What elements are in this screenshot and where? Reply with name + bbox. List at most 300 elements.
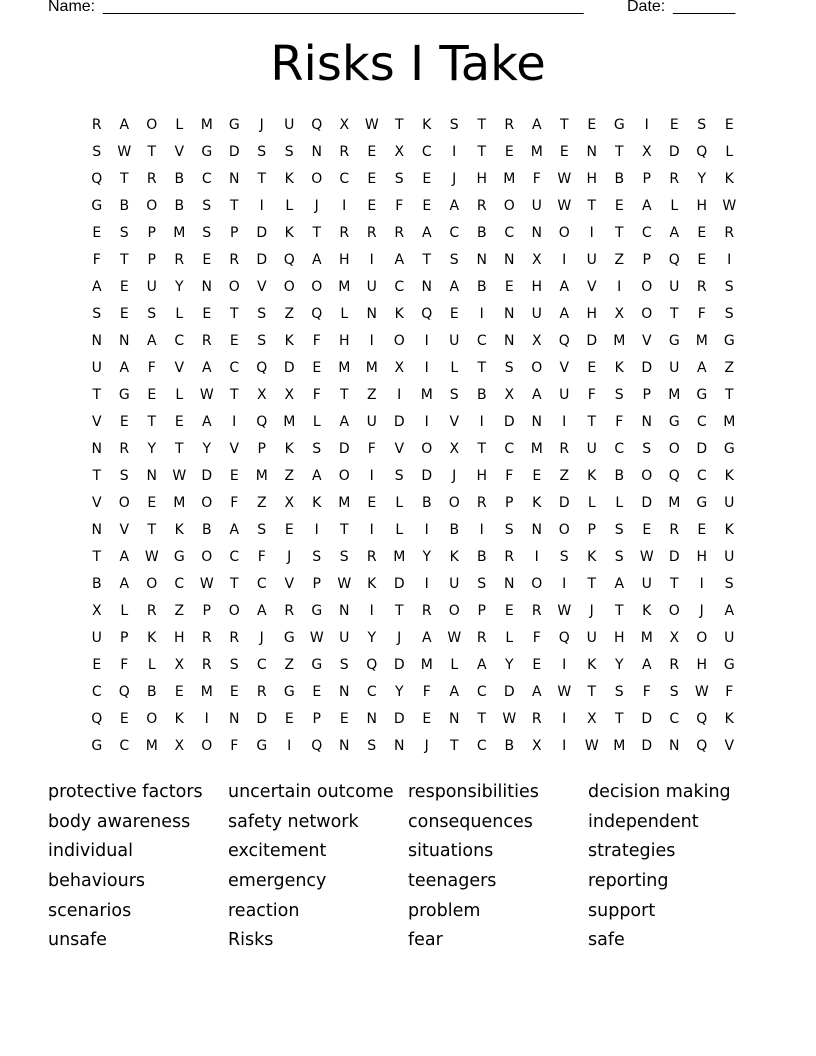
grid-letter: S xyxy=(257,522,267,538)
grid-letter: D xyxy=(586,333,598,349)
grid-letter: G xyxy=(696,495,708,511)
grid-letter: E xyxy=(312,684,322,700)
grid-letter: W xyxy=(557,684,572,700)
grid-letter: R xyxy=(696,279,707,295)
grid-letter: U xyxy=(284,117,295,133)
grid-letter: G xyxy=(723,333,735,349)
grid-letter: O xyxy=(531,576,543,592)
grid-letter: H xyxy=(338,252,350,268)
grid-letter: Z xyxy=(284,657,295,673)
grid-letter: S xyxy=(724,576,734,592)
grid-letter: E xyxy=(92,225,102,241)
grid-letter: F xyxy=(120,657,129,673)
grid-letter: E xyxy=(147,387,157,403)
word-list-item: responsibilities xyxy=(408,782,539,802)
grid-letter: T xyxy=(614,711,624,727)
grid-letter: A xyxy=(146,333,157,349)
grid-row xyxy=(83,490,743,517)
grid-letter: C xyxy=(449,225,460,241)
grid-letter: E xyxy=(92,657,102,673)
grid-letter: O xyxy=(558,522,570,538)
grid-letter: K xyxy=(614,360,624,376)
grid-letter: R xyxy=(669,657,680,673)
grid-letter: N xyxy=(229,711,240,727)
grid-letter: E xyxy=(367,495,377,511)
grid-letter: U xyxy=(339,630,350,646)
grid-letter: H xyxy=(586,171,598,187)
word-list-item: protective factors xyxy=(48,782,203,802)
grid-letter: T xyxy=(257,171,267,187)
grid-letter: S xyxy=(504,522,514,538)
grid-letter: D xyxy=(201,468,213,484)
grid-letter: N xyxy=(366,711,377,727)
grid-letter: X xyxy=(531,252,542,268)
grid-letter: X xyxy=(284,387,295,403)
word-search-grid xyxy=(83,112,743,760)
grid-letter: L xyxy=(175,117,184,133)
grid-letter: I xyxy=(562,414,567,430)
grid-letter: Z xyxy=(366,387,377,403)
grid-letter: K xyxy=(532,495,542,511)
grid-letter: J xyxy=(589,603,594,619)
grid-letter: I xyxy=(314,522,319,538)
grid-letter: T xyxy=(229,198,239,214)
grid-letter: B xyxy=(174,171,185,187)
grid-letter: U xyxy=(586,441,597,457)
grid-letter: I xyxy=(232,414,237,430)
grid-letter: W xyxy=(557,198,572,214)
grid-letter: F xyxy=(725,684,734,700)
grid-letter: X xyxy=(174,738,185,754)
grid-row xyxy=(83,274,743,301)
grid-letter: L xyxy=(175,306,184,322)
grid-letter: M xyxy=(393,549,406,565)
grid-letter: A xyxy=(119,549,130,565)
grid-letter: K xyxy=(147,630,157,646)
grid-row xyxy=(83,166,743,193)
grid-letter: P xyxy=(477,603,486,619)
grid-letter: S xyxy=(449,387,459,403)
grid-letter: B xyxy=(119,198,130,214)
grid-letter: Q xyxy=(696,144,708,160)
grid-letter: D xyxy=(641,495,653,511)
grid-letter: B xyxy=(614,171,625,187)
grid-letter: K xyxy=(284,225,294,241)
grid-letter: T xyxy=(92,387,102,403)
grid-letter: I xyxy=(424,360,429,376)
grid-letter: G xyxy=(228,117,240,133)
grid-letter: T xyxy=(477,360,487,376)
grid-letter: V xyxy=(284,576,295,592)
grid-letter: E xyxy=(559,144,569,160)
grid-letter: M xyxy=(668,495,681,511)
grid-letter: O xyxy=(641,468,653,484)
grid-letter: T xyxy=(724,387,734,403)
grid-letter: K xyxy=(724,468,734,484)
grid-letter: R xyxy=(476,198,487,214)
grid-letter: R xyxy=(559,441,570,457)
grid-letter: R xyxy=(531,603,542,619)
grid-letter: M xyxy=(173,225,186,241)
grid-letter: R xyxy=(366,549,377,565)
grid-letter: K xyxy=(174,522,184,538)
grid-letter: U xyxy=(586,252,597,268)
grid-letter: B xyxy=(476,387,487,403)
grid-letter: O xyxy=(201,549,213,565)
grid-letter: D xyxy=(256,225,268,241)
grid-letter: T xyxy=(477,144,487,160)
grid-letter: Q xyxy=(366,657,378,673)
grid-letter: U xyxy=(531,306,542,322)
grid-letter: A xyxy=(119,117,130,133)
word-list-item: strategies xyxy=(588,841,676,862)
grid-letter: S xyxy=(284,144,294,160)
grid-letter: W xyxy=(557,603,572,619)
grid-letter: S xyxy=(642,441,652,457)
grid-letter: A xyxy=(119,576,130,592)
grid-letter: M xyxy=(283,414,296,430)
grid-letter: N xyxy=(531,225,542,241)
grid-letter: E xyxy=(697,522,707,538)
grid-letter: S xyxy=(92,144,102,160)
grid-letter: O xyxy=(146,576,158,592)
grid-letter: Y xyxy=(614,657,624,673)
grid-letter: R xyxy=(91,117,102,133)
grid-letter: S xyxy=(312,441,322,457)
grid-letter: S xyxy=(202,225,212,241)
grid-letter: D xyxy=(641,738,653,754)
grid-letter: X xyxy=(586,711,597,727)
grid-letter: C xyxy=(91,684,102,700)
grid-letter: X xyxy=(394,360,405,376)
grid-letter: U xyxy=(449,576,460,592)
grid-row xyxy=(83,598,743,625)
grid-row xyxy=(83,247,743,274)
grid-letter: E xyxy=(339,711,349,727)
grid-letter: F xyxy=(422,684,431,700)
grid-letter: X xyxy=(531,738,542,754)
grid-letter: T xyxy=(477,117,487,133)
grid-letter: S xyxy=(449,117,459,133)
grid-letter: T xyxy=(394,603,404,619)
grid-letter: G xyxy=(311,657,323,673)
grid-letter: T xyxy=(587,198,597,214)
word-list-item: reporting xyxy=(588,871,669,892)
grid-letter: X xyxy=(504,387,515,403)
grid-row xyxy=(83,625,743,652)
grid-letter: L xyxy=(340,306,349,322)
grid-letter: Q xyxy=(91,171,103,187)
grid-letter: M xyxy=(338,360,351,376)
grid-letter: S xyxy=(394,468,404,484)
grid-letter: R xyxy=(146,603,157,619)
grid-letter: S xyxy=(477,576,487,592)
grid-letter: E xyxy=(229,684,239,700)
grid-letter: G xyxy=(283,630,295,646)
grid-letter: Y xyxy=(394,684,404,700)
grid-letter: K xyxy=(284,171,294,187)
grid-letter: G xyxy=(723,657,735,673)
grid-letter: K xyxy=(284,441,294,457)
grid-letter: I xyxy=(644,117,649,133)
grid-letter: L xyxy=(312,414,321,430)
grid-row xyxy=(83,409,743,436)
grid-letter: C xyxy=(476,738,487,754)
grid-letter: E xyxy=(119,711,129,727)
grid-letter: T xyxy=(312,225,322,241)
grid-letter: I xyxy=(424,576,429,592)
grid-letter: S xyxy=(92,306,102,322)
grid-letter: R xyxy=(201,657,212,673)
grid-letter: G xyxy=(613,117,625,133)
word-list-item: consequences xyxy=(408,811,533,832)
grid-letter: M xyxy=(200,684,213,700)
grid-letter: M xyxy=(420,387,433,403)
grid-letter: I xyxy=(369,468,374,484)
grid-letter: R xyxy=(724,225,735,241)
grid-letter: L xyxy=(670,198,679,214)
grid-letter: D xyxy=(558,495,570,511)
grid-letter: T xyxy=(477,711,487,727)
grid-letter: A xyxy=(724,603,735,619)
grid-letter: Y xyxy=(422,549,432,565)
grid-letter: P xyxy=(642,171,651,187)
grid-letter: C xyxy=(696,414,707,430)
grid-letter: L xyxy=(395,522,404,538)
grid-letter: A xyxy=(531,117,542,133)
grid-letter: A xyxy=(669,225,680,241)
word-list-item: body awareness xyxy=(48,811,191,832)
grid-letter: C xyxy=(229,360,240,376)
grid-letter: K xyxy=(587,549,597,565)
grid-letter: A xyxy=(91,279,102,295)
grid-letter: O xyxy=(696,630,708,646)
grid-letter: A xyxy=(339,414,350,430)
grid-letter: T xyxy=(449,738,459,754)
grid-letter: S xyxy=(339,657,349,673)
grid-letter: Z xyxy=(284,306,295,322)
word-list-item: fear xyxy=(408,930,443,951)
grid-letter: F xyxy=(312,333,321,349)
grid-letter: Y xyxy=(147,441,157,457)
grid-letter: S xyxy=(119,468,129,484)
grid-letter: Z xyxy=(284,468,295,484)
grid-letter: N xyxy=(421,279,432,295)
word-list xyxy=(48,778,768,956)
grid-letter: Q xyxy=(91,711,103,727)
grid-letter: H xyxy=(696,198,708,214)
grid-letter: S xyxy=(119,225,129,241)
grid-letter: K xyxy=(367,576,377,592)
grid-letter: O xyxy=(668,603,680,619)
grid-letter: F xyxy=(230,495,239,511)
grid-letter: I xyxy=(452,144,457,160)
name-label: Name: xyxy=(48,0,96,15)
grid-letter: A xyxy=(559,279,570,295)
grid-letter: J xyxy=(259,117,264,133)
grid-letter: G xyxy=(256,738,268,754)
grid-row xyxy=(83,220,743,247)
grid-letter: I xyxy=(287,738,292,754)
grid-letter: E xyxy=(504,603,514,619)
grid-letter: I xyxy=(699,576,704,592)
grid-letter: K xyxy=(587,468,597,484)
grid-letter: D xyxy=(641,360,653,376)
grid-letter: N xyxy=(91,333,102,349)
grid-letter: H xyxy=(613,630,625,646)
grid-letter: L xyxy=(450,360,459,376)
grid-letter: T xyxy=(147,522,157,538)
grid-letter: F xyxy=(92,252,101,268)
grid-letter: P xyxy=(202,603,211,619)
grid-letter: Z xyxy=(256,495,267,511)
grid-letter: O xyxy=(338,468,350,484)
grid-letter: S xyxy=(229,657,239,673)
grid-letter: K xyxy=(422,117,432,133)
grid-letter: D xyxy=(283,360,295,376)
grid-letter: W xyxy=(722,198,737,214)
grid-letter: U xyxy=(531,198,542,214)
grid-letter: N xyxy=(91,522,102,538)
grid-letter: R xyxy=(339,144,350,160)
grid-letter: H xyxy=(338,333,350,349)
grid-letter: C xyxy=(641,225,652,241)
grid-letter: T xyxy=(147,144,157,160)
grid-letter: E xyxy=(449,306,459,322)
grid-letter: W xyxy=(502,711,517,727)
grid-letter: W xyxy=(584,738,599,754)
grid-letter: E xyxy=(367,171,377,187)
grid-row xyxy=(83,517,743,544)
grid-letter: R xyxy=(531,711,542,727)
grid-letter: T xyxy=(147,414,157,430)
grid-letter: S xyxy=(202,198,212,214)
grid-letter: G xyxy=(668,414,680,430)
grid-letter: F xyxy=(230,738,239,754)
word-list-item: reaction xyxy=(228,900,300,921)
grid-row xyxy=(83,139,743,166)
grid-letter: I xyxy=(562,252,567,268)
grid-letter: M xyxy=(640,630,653,646)
grid-letter: C xyxy=(669,711,680,727)
grid-letter: W xyxy=(337,576,352,592)
grid-letter: D xyxy=(421,468,433,484)
grid-letter: N xyxy=(201,279,212,295)
grid-letter: S xyxy=(724,279,734,295)
grid-row xyxy=(83,706,743,733)
grid-letter: O xyxy=(311,279,323,295)
grid-letter: Q xyxy=(256,414,268,430)
grid-letter: R xyxy=(201,333,212,349)
grid-letter: X xyxy=(174,657,185,673)
grid-letter: Q xyxy=(696,738,708,754)
grid-letter: I xyxy=(424,333,429,349)
grid-letter: N xyxy=(119,333,130,349)
grid-letter: T xyxy=(587,414,597,430)
grid-letter: D xyxy=(503,684,515,700)
grid-letter: Y xyxy=(202,441,212,457)
grid-letter: L xyxy=(175,387,184,403)
grid-letter: W xyxy=(199,576,214,592)
grid-letter: N xyxy=(229,171,240,187)
grid-letter: T xyxy=(614,603,624,619)
grid-letter: K xyxy=(174,711,184,727)
grid-letter: M xyxy=(173,495,186,511)
grid-letter: E xyxy=(202,306,212,322)
grid-letter: V xyxy=(229,441,240,457)
grid-letter: S xyxy=(257,333,267,349)
grid-letter: C xyxy=(256,576,267,592)
grid-letter: N xyxy=(339,603,350,619)
grid-letter: A xyxy=(421,630,432,646)
grid-letter: P xyxy=(147,252,156,268)
grid-letter: E xyxy=(422,198,432,214)
grid-letter: S xyxy=(394,171,404,187)
grid-letter: X xyxy=(284,495,295,511)
grid-letter: R xyxy=(256,684,267,700)
grid-letter: T xyxy=(229,576,239,592)
grid-letter: E xyxy=(229,333,239,349)
grid-letter: K xyxy=(312,495,322,511)
grid-letter: D xyxy=(393,576,405,592)
grid-letter: I xyxy=(479,306,484,322)
grid-letter: C xyxy=(476,333,487,349)
grid-letter: C xyxy=(201,171,212,187)
grid-letter: C xyxy=(339,171,350,187)
grid-letter: Z xyxy=(174,603,185,619)
word-list-item: problem xyxy=(408,900,481,921)
header-line xyxy=(48,0,748,19)
grid-letter: X xyxy=(614,306,625,322)
grid-letter: I xyxy=(479,414,484,430)
grid-letter: I xyxy=(534,549,539,565)
word-list-item: support xyxy=(588,900,656,921)
grid-letter: S xyxy=(257,144,267,160)
grid-letter: O xyxy=(503,198,515,214)
grid-letter: S xyxy=(724,306,734,322)
grid-letter: C xyxy=(614,441,625,457)
grid-letter: U xyxy=(91,630,102,646)
grid-letter: L xyxy=(505,630,514,646)
grid-letter: E xyxy=(587,117,597,133)
grid-letter: M xyxy=(145,738,158,754)
grid-letter: I xyxy=(562,657,567,673)
grid-letter: B xyxy=(476,225,487,241)
grid-letter: C xyxy=(256,657,267,673)
grid-letter: N xyxy=(91,441,102,457)
grid-letter: R xyxy=(146,171,157,187)
grid-row xyxy=(83,652,743,679)
grid-letter: T xyxy=(614,225,624,241)
grid-letter: R xyxy=(669,522,680,538)
word-list-item: safe xyxy=(588,930,625,951)
grid-letter: K xyxy=(394,306,404,322)
grid-letter: P xyxy=(312,576,321,592)
grid-letter: N xyxy=(146,468,157,484)
grid-row xyxy=(83,544,743,571)
grid-letter: D xyxy=(641,711,653,727)
grid-row xyxy=(83,355,743,382)
grid-letter: E xyxy=(119,414,129,430)
grid-letter: O xyxy=(201,495,213,511)
grid-letter: D xyxy=(668,549,680,565)
grid-letter: O xyxy=(641,306,653,322)
grid-letter: I xyxy=(259,198,264,214)
grid-letter: C xyxy=(174,576,185,592)
grid-letter: P xyxy=(587,522,596,538)
grid-letter: X xyxy=(339,117,350,133)
grid-letter: S xyxy=(339,549,349,565)
